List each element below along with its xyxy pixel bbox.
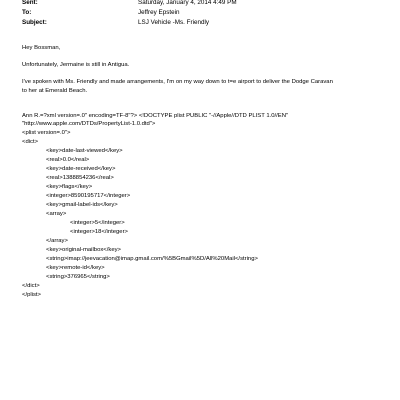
paragraph-2-line-2: to her at Emerald Beach.: [22, 88, 88, 94]
to-value: Jeffrey Epstein: [138, 9, 180, 16]
xml-line-16: <key>original-mailbox</key>: [46, 247, 121, 253]
xml-line-20: </dict>: [22, 283, 40, 289]
subject-label: Subject:: [22, 19, 47, 26]
paragraph-1: Unfortunately, Jermaine is still in Antigua.: [22, 62, 130, 68]
xml-line-13: <integer>5</integer>: [70, 220, 125, 226]
xml-line-7: <key>date-received</key>: [46, 166, 116, 172]
xml-line-18: <key>remote-id</key>: [46, 265, 105, 271]
xml-line-14: <integer>18</integer>: [70, 229, 128, 235]
header-sent-row: [22, 0, 237, 7]
xml-line-15: </array>: [46, 238, 68, 244]
xml-line-2: "http://www.apple.com/DTDs/PropertyList-1.0.dtd">: [22, 121, 156, 127]
header-to-row: [22, 9, 180, 17]
subject-value: LSJ Vehicle -Ms. Friendly: [138, 19, 210, 26]
xml-line-9: <key>flags</key>: [46, 184, 93, 190]
xml-line-4: <dict>: [22, 139, 39, 145]
to-label: To:: [22, 9, 32, 16]
greeting: Hey Bossman,: [22, 45, 61, 51]
xml-line-8: <real>1388854236</real>: [46, 175, 114, 181]
xml-line-5: <key>date-last-viewed</key>: [46, 148, 123, 154]
header-subject-row: [22, 19, 209, 27]
xml-line-6: <real>0.0</real>: [46, 157, 90, 163]
xml-line-11: <key>gmail-label-ids</key>: [46, 202, 118, 208]
xml-line-12: <array>: [46, 211, 67, 217]
sent-value: Saturday, January 4, 2014 4:49 PM: [138, 0, 237, 6]
xml-line-1: Ann R.=?xml version=.0" encoding=TF-8"?> <!DOCTYPE plist PUBLIC "-//Apple//DTD PLIST 1.0//EN": [22, 113, 289, 119]
xml-line-3: <plist version=.0">: [22, 130, 71, 136]
xml-line-21: </plist>: [22, 292, 41, 298]
xml-line-17: <string>imap://jeevacation@imap.gmail.com/%5BGmail%5D/All%20Mail</string>: [46, 256, 258, 262]
sent-label: Sent:: [22, 0, 38, 6]
paragraph-2-line-1: I've spoken with Ms. Friendly and made arrangements, I'm on my way down to t=e airport to deliver the Dodge Caravan: [22, 79, 333, 85]
xml-line-10: <integer>8590195717</integer>: [46, 193, 131, 199]
xml-line-19: <string>376965</string>: [46, 274, 110, 280]
